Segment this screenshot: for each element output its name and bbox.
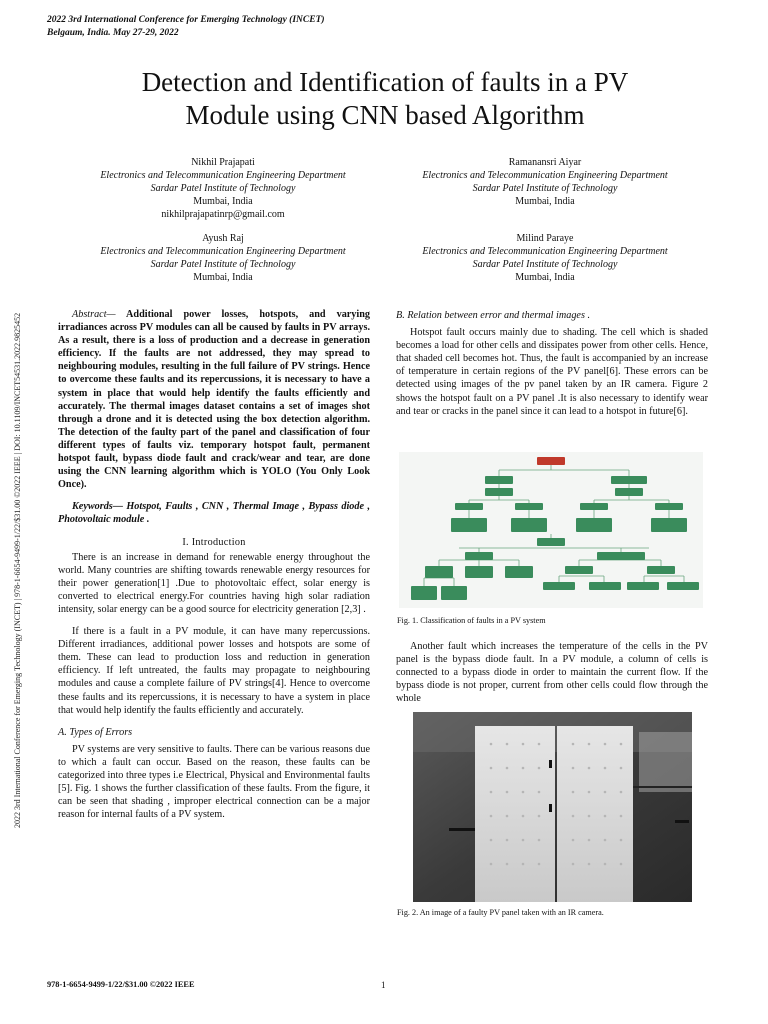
title-line-1: Detection and Identification of faults in a PV <box>141 67 629 97</box>
fault-classification-diagram <box>399 452 703 608</box>
author-city: Mumbai, India <box>515 196 575 207</box>
author-city: Mumbai, India <box>193 196 253 207</box>
abstract <box>58 308 370 491</box>
author-dept: Electronics and Telecommunication Engineering Department <box>100 246 346 257</box>
author-city: Mumbai, India <box>515 272 575 283</box>
sidebar-doi <box>3 200 23 840</box>
author-name: Milind Paraye <box>516 233 574 244</box>
author-name: Ramanansri Aiyar <box>508 157 582 168</box>
author-name: Ayush Raj <box>202 233 244 244</box>
right-column-middle <box>396 640 708 705</box>
author-dept: Electronics and Telecommunication Engineering Department <box>422 246 668 257</box>
author-block-1 <box>58 156 388 221</box>
footer-copyright: 978-1-6654-9499-1/22/$31.00 ©2022 IEEE <box>47 980 195 989</box>
author-inst: Sardar Patel Institute of Technology <box>472 183 618 194</box>
right-column-top <box>396 309 708 418</box>
types-paragraph: PV systems are very sensitive to faults. There can be various reasons due to which a fault can occur. Based on the reason, these faults can be categorized into three types i.e Electrical, Physical and Environmental faults [5]. Fig. 1 shows the further classification of these faults. From the figure, it can be seen that shading , improper electrical connection can be a major reason for internal faults of a PV system. <box>58 743 370 821</box>
bypass-paragraph: Another fault which increases the temperature of the cells in the PV panel is the bypass diode fault. In a PV module, a column of cells is connected to a bypass diode in order to maintain the current flow. If the bypass diode is not proper, current from other cells could flow through the whole <box>396 641 708 705</box>
figure-1-diagram <box>399 452 703 608</box>
paper-title <box>60 66 710 132</box>
abstract-label: Abstract— <box>72 309 116 320</box>
author-name: Nikhil Prajapati <box>191 157 255 168</box>
figure-1-caption: Fig. 1. Classification of faults in a PV system <box>397 616 546 625</box>
figure-2-caption: Fig. 2. An image of a faulty PV panel taken with an IR camera. <box>397 908 604 917</box>
author-block-4 <box>380 232 710 284</box>
keywords: Keywords— Hotspot, Faults , CNN , Thermal Image , Bypass diode , Photovoltaic module . <box>58 501 370 526</box>
author-city: Mumbai, India <box>193 272 253 283</box>
figure-2-thermal-image <box>413 712 692 902</box>
author-dept: Electronics and Telecommunication Engineering Department <box>100 170 346 181</box>
author-dept: Electronics and Telecommunication Engineering Department <box>422 170 668 181</box>
author-block-2 <box>380 156 710 208</box>
author-block-3 <box>58 232 388 284</box>
subsection-heading-types: A. Types of Errors <box>58 726 133 738</box>
conference-name: 2022 3rd International Conference for Emerging Technology (INCET) <box>47 15 325 25</box>
sidebar-doi-text: 2022 3rd International Conference for Emerging Technology (INCET) | 978-1-6654-9499-1/22/$31.00 ©2022 IEEE | DOI: 10.1109/INCET54531.2022.9825452 <box>13 312 22 828</box>
subsection-heading-relation: B. Relation between error and thermal images . <box>396 310 591 321</box>
author-inst: Sardar Patel Institute of Technology <box>150 259 296 270</box>
author-inst: Sardar Patel Institute of Technology <box>472 259 618 270</box>
conference-location: Belgaum, India. May 27-29, 2022 <box>47 28 179 38</box>
relation-paragraph: Hotspot fault occurs mainly due to shading. The cell which is shaded becomes a load for other cells and dissipates power from other cells. Hence, that shaded cell becomes hot. Thus, the fault is accompanied by an increase of temperature in certain regions of the PV panel[6]. These errors can be detected using images of the pv panel taken by an IR camera. Figure 2 shows the hotspot fault on a PV panel .It is also necessary to identify wear and tear or cracks in the panel since it can lead to a hotspot in future[6]. <box>396 327 708 417</box>
intro-paragraph-2: If there is a fault in a PV module, it can have many repercussions. Different irradiances, additional power losses and hotspots are some of them. These can lead to production loss and reduction in generation efficiency. If left untreated, the faults may propagate to neighbouring modules and cause a complete failure of PV strings[4]. Hence to overcome these faults and its repercussions, it is necessary to have a system in place that would help identify the faults efficiently and accurately. <box>58 626 370 716</box>
page-number: 1 <box>381 980 386 990</box>
left-column <box>58 308 370 821</box>
author-email[interactable]: nikhilprajapatinrp@gmail.com <box>161 209 285 220</box>
abstract-text: Additional power losses, hotspots, and varying irradiances across PV modules can all be caused by faults in PV arrays. As a result, there is a loss of production and a decrease in generation efficiency. If the faults are not addressed, they may spread to neighbouring modules, resulting in the full failure of PV strings. Hence to overcome these faults and its repercussions, it is necessary to have a system in place that would help identify the faults efficiently and accurately. The thermal images dataset contains a set of images shot through a drone and it is detected using the box detection algorithm. The detection of the faulty part of the panel and classification of four different types of faults viz. temporary hotspot fault, permanent hotspot fault, bypass diode fault and crack/wear and tear, are done using the CNN learning algorithm which is YOLO (You Only Look Once). <box>58 309 370 491</box>
author-inst: Sardar Patel Institute of Technology <box>150 183 296 194</box>
conference-header <box>47 14 325 40</box>
thermal-pv-panel-image <box>413 712 692 902</box>
intro-paragraph-1: There is an increase in demand for renewable energy throughout the world. Many countries are shifting towards renewable energy resources for their power generation[1] .Due to photovoltaic effect, solar energy is converted to electrical energy.For countries having high solar radiation intensity, solar energy can be a good source for electricity generation [2,3] . <box>58 551 370 615</box>
section-heading-introduction: I. Introduction <box>182 536 246 548</box>
title-line-2: Module using CNN based Algorithm <box>185 100 585 130</box>
